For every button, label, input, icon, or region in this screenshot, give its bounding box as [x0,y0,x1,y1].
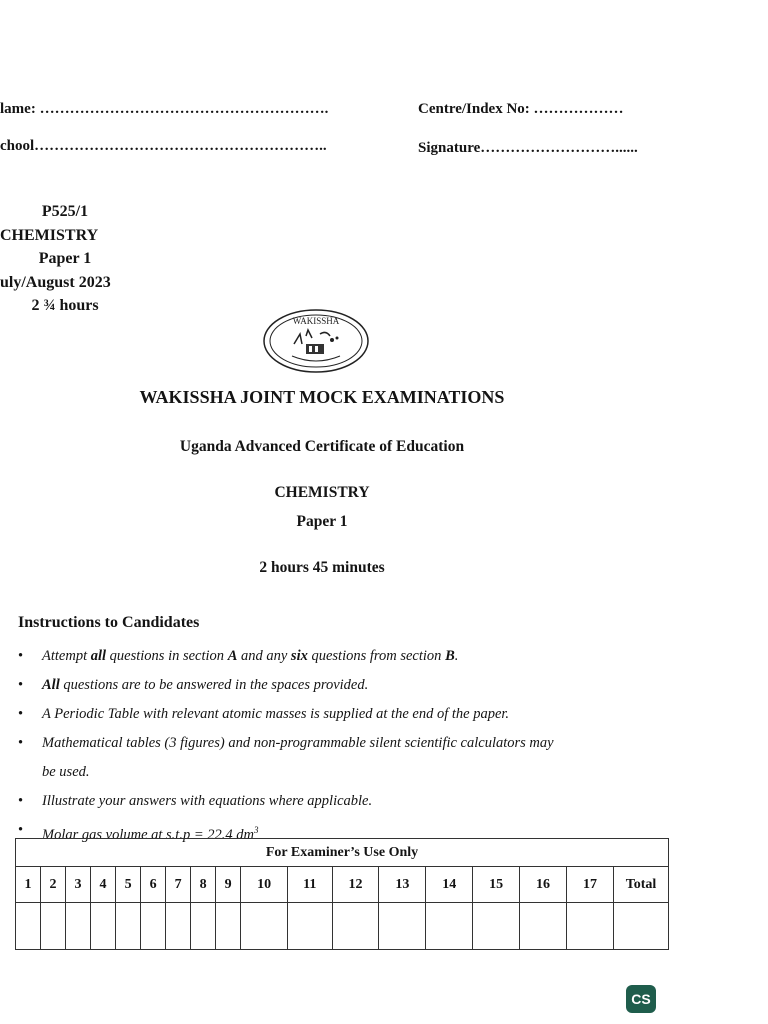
instruction-item: • Illustrate your answers with equations where applicable. [18,787,658,816]
instruction-item: • A Periodic Table with relevant atomic masses is supplied at the end of the paper. [18,700,658,729]
school-dots: ………………………………………………….. [34,138,327,154]
examiner-column-header: 12 [332,867,379,903]
camscanner-badge: CS [626,985,656,1013]
examiner-column-header: 10 [241,867,288,903]
name-label: lame: [0,101,36,117]
examiner-table-title: For Examiner’s Use Only [16,839,669,867]
examiner-column-header: 2 [41,867,66,903]
instruction-item: • Mathematical tables (3 figures) and non-programmable silent scientific calculators may be used. [18,729,658,787]
examiner-score-cell[interactable] [473,903,520,950]
instructions-heading: Instructions to Candidates [18,614,200,631]
examiner-score-cell[interactable] [216,903,241,950]
bullet-icon: • [18,706,24,722]
examiner-column-header: 9 [216,867,241,903]
paper-date: uly/August 2023 [0,273,111,291]
bullet-icon: • [18,793,24,809]
instructions-list [18,642,658,850]
examiner-score-cell[interactable] [288,903,333,950]
signature-label: Signature [418,140,481,156]
paper-subject: CHEMISTRY [0,226,99,244]
bullet-icon: • [18,677,24,693]
examiner-score-cell[interactable] [141,903,166,950]
examiner-column-header: 4 [91,867,116,903]
bullet-icon: • [18,648,24,664]
examiner-score-cell[interactable] [332,903,379,950]
examiner-column-header: 14 [426,867,473,903]
school-field [0,138,327,155]
bullet-icon: • [18,822,24,838]
signature-field [418,140,638,157]
examiner-column-header: 13 [379,867,426,903]
exam-title: WAKISSHA JOINT MOCK EXAMINATIONS [139,387,505,407]
examiner-column-header: 3 [66,867,91,903]
paper-title: Paper 1 [296,513,348,530]
paper-code: P525/1 [41,203,89,220]
logo-text: WAKISSHA [292,316,340,326]
examiner-score-cell[interactable] [191,903,216,950]
examiner-score-cell[interactable] [116,903,141,950]
examiner-score-cell[interactable] [614,903,669,950]
examiner-column-header: 16 [520,867,567,903]
examiner-score-cell[interactable] [166,903,191,950]
instruction-item: • All questions are to be answered in the spaces provided. [18,671,658,700]
school-label: chool [0,138,35,154]
paper-number: Paper 1 [38,250,92,267]
centre-index-dots: ……………… [533,101,624,117]
examiner-column-header: 1 [16,867,41,903]
wakissha-logo [262,308,370,374]
examiner-column-header: 11 [288,867,333,903]
examiner-score-cell[interactable] [426,903,473,950]
examiner-score-cell[interactable] [379,903,426,950]
paper-info-block [0,200,130,318]
centre-index-field [418,101,624,118]
examiner-score-cell[interactable] [91,903,116,950]
examiner-score-cell[interactable] [566,903,613,950]
name-field [0,101,328,118]
examiner-score-cell[interactable] [41,903,66,950]
examiner-column-header: 15 [473,867,520,903]
examiner-score-cell[interactable] [16,903,41,950]
examiner-score-cell[interactable] [520,903,567,950]
signature-dots: ………………………...... [480,140,638,156]
instruction-item: • Attempt all questions in section A and any six questions from section B. [18,642,658,671]
examiner-score-row [16,903,669,950]
examiner-column-header: 6 [141,867,166,903]
examiner-column-header: 7 [166,867,191,903]
bullet-icon: • [18,735,24,751]
name-dots: …………………………………………………. [39,101,329,117]
examiner-table [15,838,669,950]
examiner-column-header: 5 [116,867,141,903]
centre-index-label: Centre/Index No: [418,101,530,117]
certificate-title: Uganda Advanced Certificate of Education [179,438,465,455]
examiner-header-row [16,867,669,903]
examiner-column-header: Total [614,867,669,903]
duration-title: 2 hours 45 minutes [259,559,385,576]
instruction-item: • Molar gas volume at s.t.p = 22.4 $dm^3$ [18,816,658,850]
examiner-score-cell[interactable] [66,903,91,950]
examiner-column-header: 8 [191,867,216,903]
subject-title: CHEMISTRY [274,484,370,501]
examiner-score-cell[interactable] [241,903,288,950]
examiner-column-header: 17 [566,867,613,903]
paper-duration: 2 ¾ hours [31,297,99,314]
